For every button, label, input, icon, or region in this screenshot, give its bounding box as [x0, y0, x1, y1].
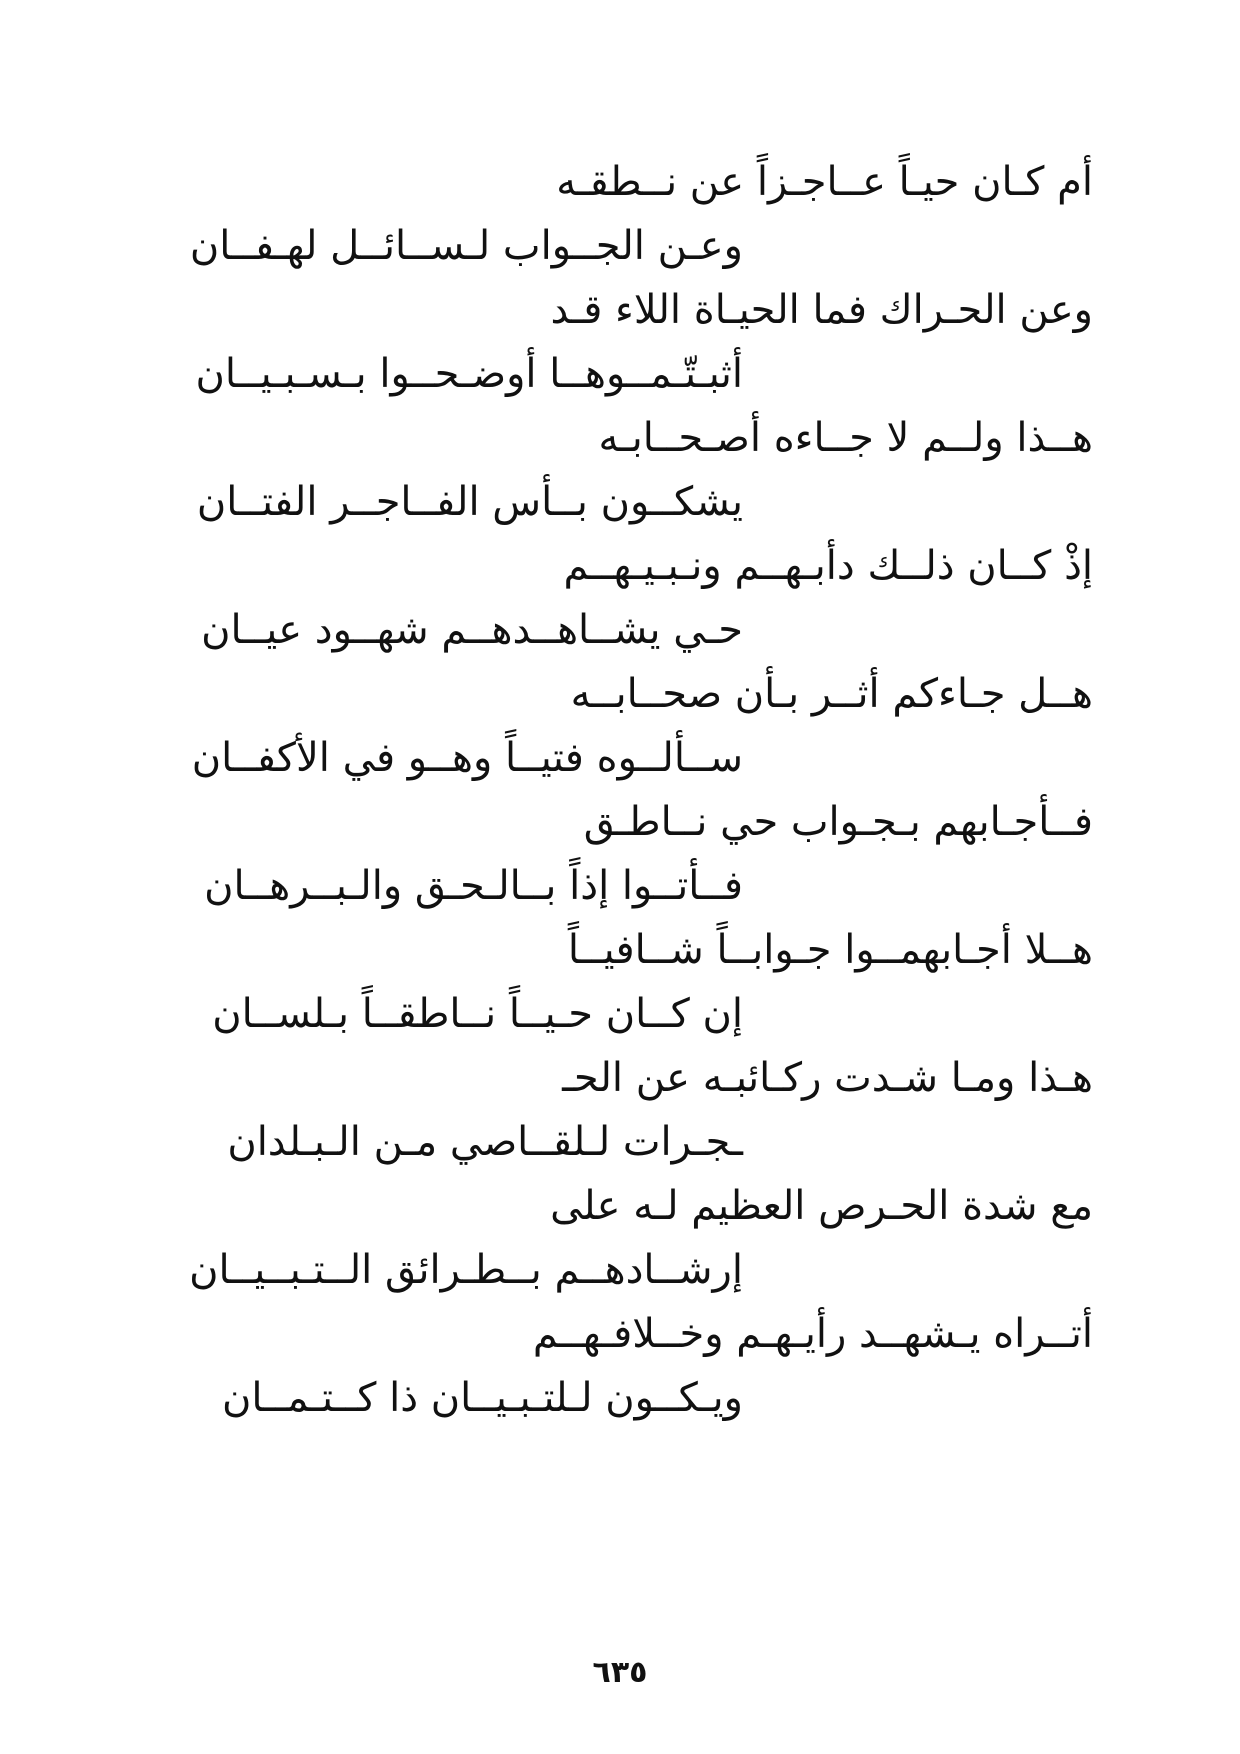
- verse-line: [0, 1238, 1240, 1302]
- verse-line: [0, 342, 1240, 406]
- verse-line: [0, 150, 1240, 214]
- verse-text: أم كـان حيـاً عــاجـزاً عن نــطقـه: [556, 159, 1093, 205]
- verse-text: وعـن الجــواب لـســائــل لهـفــان: [189, 223, 743, 269]
- verse-line: [0, 278, 1240, 342]
- verse-line: [0, 1302, 1240, 1366]
- verse-line: [0, 1110, 1240, 1174]
- verse-line: [0, 214, 1240, 278]
- verse-text: وعن الحـراك فما الحيـاة اللاء قـد: [550, 287, 1093, 333]
- verse-line: [0, 598, 1240, 662]
- verse-text: يشكــون بــأس الفــاجــر الفتــان: [196, 479, 743, 525]
- verse-text: ويـكــون لـلتـبـيــان ذا كــتـمــان: [222, 1375, 743, 1421]
- verse-text: حـي يشــاهــدهــم شهــود عيــان: [201, 607, 743, 653]
- verse-text: إن كــان حـيــاً نــاطقــاً بـلســان: [212, 991, 743, 1037]
- verse-text: هـذا ومـا شـدت ركـائبـه عن الحـ: [562, 1055, 1093, 1101]
- verse-text: مع شدة الحـرص العظيم لـه على: [550, 1183, 1093, 1229]
- verse-text: هــل جـاءكم أثــر بـأن صحــابــه: [570, 671, 1093, 717]
- verse-line: [0, 534, 1240, 598]
- page-number: ٦٣٥: [592, 1655, 648, 1690]
- poem: [0, 150, 1240, 1430]
- verse-line: [0, 406, 1240, 470]
- verse-text: أثبـتّـمــوهــا أوضـحــوا بـسـبـيــان: [195, 351, 743, 397]
- verse-line: [0, 1174, 1240, 1238]
- verse-line: [0, 470, 1240, 534]
- verse-line: [0, 918, 1240, 982]
- verse-line: [0, 1366, 1240, 1430]
- verse-text: هــلا أجـابهمــوا جـوابــاً شــافيــاً: [567, 927, 1093, 973]
- verse-line: [0, 982, 1240, 1046]
- verse-text: أتــراه يـشهــد رأيـهـم وخــلافـهــم: [532, 1311, 1093, 1357]
- verse-text: ســألــوه فتيــاً وهــو في الأكفــان: [191, 735, 743, 781]
- verse-line: [0, 854, 1240, 918]
- verse-text: إرشــادهــم بــطـرائق الــتـبــيــان: [189, 1247, 743, 1293]
- verse-line: [0, 662, 1240, 726]
- verse-text: إذْ كــان ذلــك دأبـهــم ونـبـيـهــم: [563, 543, 1093, 589]
- verse-text: فــأجـابهم بـجـواب حي نــاطـق: [583, 799, 1093, 845]
- verse-line: [0, 1046, 1240, 1110]
- verse-text: فــأتــوا إذاً بــالـحـق والـبــرهــان: [204, 863, 743, 909]
- verse-line: [0, 790, 1240, 854]
- verse-text: هــذا ولــم لا جــاءه أصـحــابـه: [598, 415, 1093, 461]
- verse-text: ـجـرات لـلقــاصي مـن الـبـلدان: [227, 1119, 743, 1165]
- verse-line: [0, 726, 1240, 790]
